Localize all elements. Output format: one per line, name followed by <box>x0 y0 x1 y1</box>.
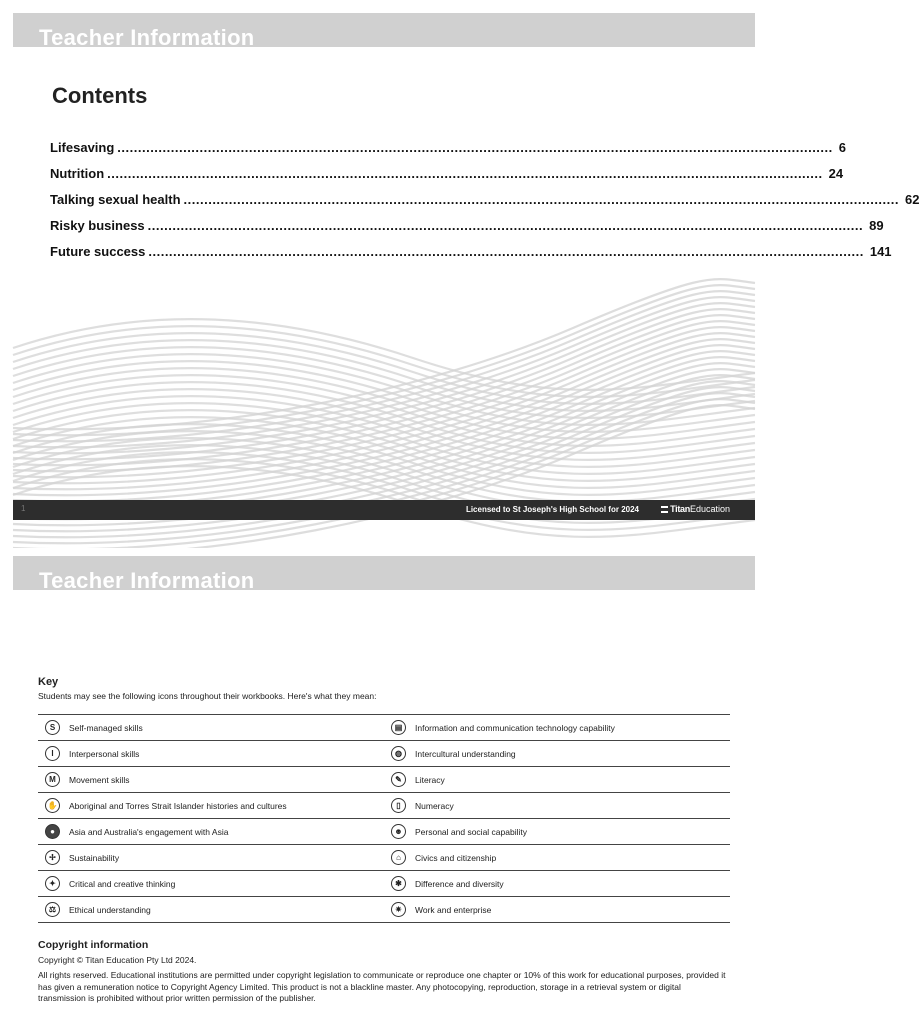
brand-name-strong: Titan <box>670 504 690 514</box>
key-label: Asia and Australia's engagement with Asia <box>69 826 229 837</box>
key-label: Ethical understanding <box>69 904 151 915</box>
key-label: Aboriginal and Torres Strait Islander histories and cultures <box>69 800 287 811</box>
teacher-information-banner <box>13 13 755 50</box>
copyright-body: All rights reserved. Educational institutions are permitted under copyright legislation to communicate or reproduce one chapter or 10% of this work for educational purposes, provided it has given a remuneration notice to Copyright Agency Limited. This product is not a blackline master. Any photocopying, reproduction, storage in a retrieval system or digital transmission is prohibited without prior written permission of the publisher. <box>38 970 726 1003</box>
sustainability-icon: ✢ <box>45 850 60 865</box>
toc-entry-nutrition[interactable] <box>50 166 844 192</box>
key-entry <box>384 871 730 896</box>
titan-logo-icon <box>661 506 668 513</box>
table-row <box>38 715 730 741</box>
banner-title: Teacher Information <box>39 568 255 593</box>
toc-page-number: 24 <box>828 166 844 181</box>
toc-leader-dots: .............................................................................................................................................................................. <box>148 244 864 259</box>
toc-entry-lifesaving[interactable] <box>50 140 846 166</box>
key-entry <box>384 819 730 844</box>
key-entry <box>38 897 384 922</box>
brand-name-rest: Education <box>689 504 730 514</box>
key-entry <box>384 845 730 870</box>
key-label: Sustainability <box>69 852 120 863</box>
interpersonal-skills-icon: I <box>45 746 60 761</box>
key-label: Information and communication technology capability <box>415 722 615 733</box>
toc-leader-dots: .............................................................................................................................................................................. <box>147 218 864 233</box>
movement-skills-icon: M <box>45 772 60 787</box>
key-label: Movement skills <box>69 774 130 785</box>
key-entry <box>38 741 384 766</box>
key-label: Interpersonal skills <box>69 748 140 759</box>
key-label: Critical and creative thinking <box>69 878 176 889</box>
toc-entry-talking-sexual-health[interactable] <box>50 192 919 218</box>
toc-page-number: 141 <box>869 244 892 259</box>
key-label: Work and enterprise <box>415 904 492 915</box>
toc-entry-future-success[interactable] <box>50 244 892 270</box>
toc-label: Future success <box>50 244 146 259</box>
key-label: Civics and citizenship <box>415 852 497 863</box>
toc-leader-dots: .............................................................................................................................................................................. <box>107 166 823 181</box>
table-row <box>38 741 730 767</box>
literacy-icon: ✎ <box>391 772 406 787</box>
toc-page-number: 6 <box>838 140 846 155</box>
banner-title: Teacher Information <box>39 25 255 50</box>
key-entry <box>38 715 384 740</box>
key-entry <box>38 819 384 844</box>
key-entry <box>38 871 384 896</box>
civics-icon: ⌂ <box>391 850 406 865</box>
globe-icon: ◍ <box>391 746 406 761</box>
hand-icon: ✋ <box>45 798 60 813</box>
key-entry <box>38 845 384 870</box>
page-footer <box>13 500 755 520</box>
key-label: Literacy <box>415 774 445 785</box>
teacher-information-banner <box>13 556 755 593</box>
key-title: Key <box>38 676 59 688</box>
toc-leader-dots: .............................................................................................................................................................................. <box>117 140 833 155</box>
toc-label: Talking sexual health <box>50 192 181 207</box>
toc-page-number: 62 <box>905 192 919 207</box>
key-label: Self-managed skills <box>69 722 143 733</box>
self-managed-skills-icon: S <box>45 720 60 735</box>
key-entry <box>38 793 384 818</box>
decorative-wave-pattern <box>13 278 755 500</box>
diversity-icon: ✱ <box>391 876 406 891</box>
copyright-title: Copyright information <box>38 939 149 951</box>
table-row <box>38 819 730 845</box>
key-label: Numeracy <box>415 800 454 811</box>
ict-capability-icon: ▤ <box>391 720 406 735</box>
key-entry <box>384 715 730 740</box>
licence-notice: Licensed to St Joseph's High School for 2024 <box>465 505 639 514</box>
table-row <box>38 767 730 793</box>
icon-key-table <box>38 714 730 923</box>
key-entry <box>38 767 384 792</box>
table-of-contents <box>50 140 919 270</box>
key-entry <box>384 741 730 766</box>
table-row <box>38 871 730 897</box>
footer-page-number: 1 <box>21 504 26 513</box>
key-label: Personal and social capability <box>415 826 527 837</box>
work-enterprise-icon: ✷ <box>391 902 406 917</box>
ethics-icon: ⚖ <box>45 902 60 917</box>
table-row <box>38 897 730 923</box>
key-entry <box>384 897 730 922</box>
key-intro: Students may see the following icons throughout their workbooks. Here's what they mean: <box>38 691 377 701</box>
toc-label: Nutrition <box>50 166 105 181</box>
toc-label: Risky business <box>50 218 145 233</box>
toc-leader-dots: .............................................................................................................................................................................. <box>183 192 899 207</box>
critical-thinking-icon: ✦ <box>45 876 60 891</box>
table-row <box>38 845 730 871</box>
copyright-line: Copyright © Titan Education Pty Ltd 2024. <box>38 955 197 965</box>
calculator-icon: ▯ <box>391 798 406 813</box>
titan-education-logo <box>661 504 730 514</box>
table-row <box>38 793 730 819</box>
key-entry <box>384 767 730 792</box>
toc-page-number: 89 <box>869 218 884 233</box>
key-entry <box>384 793 730 818</box>
key-label: Intercultural understanding <box>415 748 516 759</box>
contents-title: Contents <box>52 83 148 108</box>
page-two <box>0 548 768 1024</box>
asia-icon: ● <box>45 824 60 839</box>
key-label: Difference and diversity <box>415 878 504 889</box>
people-icon: ☻ <box>391 824 406 839</box>
toc-entry-risky-business[interactable] <box>50 218 884 244</box>
toc-label: Lifesaving <box>50 140 115 155</box>
